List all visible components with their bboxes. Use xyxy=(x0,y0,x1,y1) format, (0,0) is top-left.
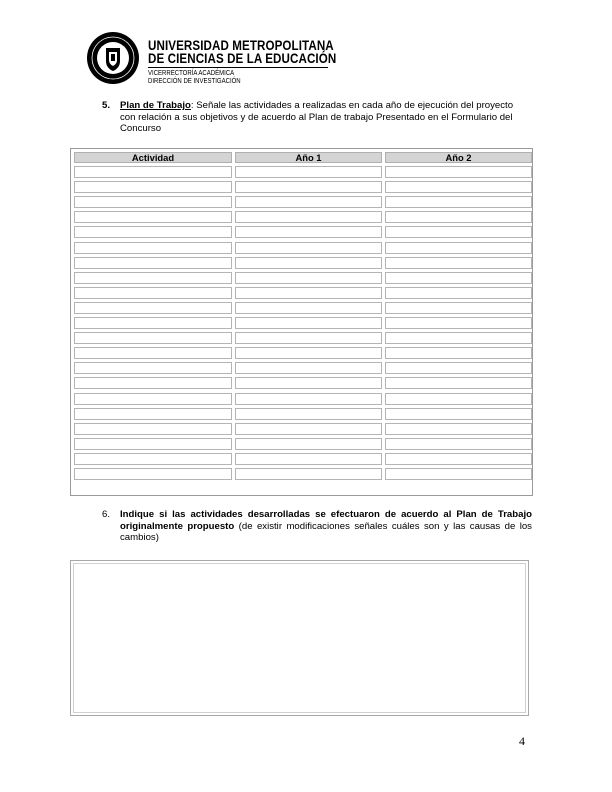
table-cell-activity[interactable] xyxy=(74,272,232,284)
table-cell-year-1[interactable] xyxy=(235,287,382,299)
section-6-text xyxy=(120,509,532,544)
column-header-activity: Actividad xyxy=(74,152,232,163)
table-cell-year-1[interactable] xyxy=(235,393,382,405)
section-5-number: 5. xyxy=(102,100,111,111)
table-cell-year-1[interactable] xyxy=(235,438,382,450)
table-cell-year-2[interactable] xyxy=(385,468,532,480)
table-cell-year-1[interactable] xyxy=(235,347,382,359)
section-6-body: (de existir modificaciones señales cuáles son y las causas de los cambios) xyxy=(120,520,532,543)
table-cell-year-1[interactable] xyxy=(235,468,382,480)
table-cell-activity[interactable] xyxy=(74,408,232,420)
table-cell-year-2[interactable] xyxy=(385,438,532,450)
table-cell-year-2[interactable] xyxy=(385,181,532,193)
letterhead xyxy=(86,31,337,91)
header-rule xyxy=(148,67,328,68)
table-cell-year-1[interactable] xyxy=(235,242,382,254)
table-cell-year-2[interactable] xyxy=(385,196,532,208)
table-cell-activity[interactable] xyxy=(74,181,232,193)
table-cell-year-1[interactable] xyxy=(235,408,382,420)
table-cell-year-1[interactable] xyxy=(235,317,382,329)
university-seal-icon xyxy=(86,31,140,85)
table-cell-year-1[interactable] xyxy=(235,302,382,314)
table-cell-activity[interactable] xyxy=(74,287,232,299)
table-cell-year-1[interactable] xyxy=(235,332,382,344)
table-cell-activity[interactable] xyxy=(74,196,232,208)
table-cell-activity[interactable] xyxy=(74,438,232,450)
table-cell-year-1[interactable] xyxy=(235,257,382,269)
table-cell-year-2[interactable] xyxy=(385,257,532,269)
table-cell-year-1[interactable] xyxy=(235,226,382,238)
table-cell-activity[interactable] xyxy=(74,242,232,254)
table-cell-activity[interactable] xyxy=(74,362,232,374)
section-5-title: Plan de Trabajo xyxy=(120,100,191,111)
table-cell-year-2[interactable] xyxy=(385,453,532,465)
table-cell-activity[interactable] xyxy=(74,166,232,178)
table-cell-year-2[interactable] xyxy=(385,242,532,254)
table-cell-year-2[interactable] xyxy=(385,393,532,405)
table-cell-activity[interactable] xyxy=(74,257,232,269)
table-cell-year-2[interactable] xyxy=(385,377,532,389)
table-cell-year-2[interactable] xyxy=(385,272,532,284)
table-cell-activity[interactable] xyxy=(74,332,232,344)
table-cell-activity[interactable] xyxy=(74,393,232,405)
university-name: UNIVERSIDAD METROPOLITANA DE CIENCIAS DE LA EDUCACIÓN xyxy=(148,38,337,66)
table-cell-year-1[interactable] xyxy=(235,377,382,389)
header-subtitle: VICERRECTORÍA ACADÉMICA DIRECCIÓN DE INVESTIGACIÓN xyxy=(148,70,241,85)
table-cell-year-2[interactable] xyxy=(385,332,532,344)
section-5-text xyxy=(120,100,520,135)
changes-answer-box[interactable] xyxy=(70,560,529,716)
table-cell-year-2[interactable] xyxy=(385,287,532,299)
changes-answer-box-inner xyxy=(73,563,526,713)
section-5-body: : Señale las actividades a realizadas en cada año de ejecución del proyecto con relación a sus objetivos y de acuerdo al Plan de trabajo Presentado en el Formulario del Concurso xyxy=(120,100,514,134)
table-cell-year-1[interactable] xyxy=(235,166,382,178)
table-cell-year-1[interactable] xyxy=(235,211,382,223)
table-cell-year-2[interactable] xyxy=(385,408,532,420)
table-cell-year-1[interactable] xyxy=(235,196,382,208)
column-header-year-2: Año 2 xyxy=(385,152,532,163)
table-cell-year-2[interactable] xyxy=(385,347,532,359)
table-cell-activity[interactable] xyxy=(74,317,232,329)
table-cell-year-1[interactable] xyxy=(235,362,382,374)
table-cell-activity[interactable] xyxy=(74,347,232,359)
table-cell-activity[interactable] xyxy=(74,302,232,314)
table-cell-activity[interactable] xyxy=(74,211,232,223)
page-number: 4 xyxy=(519,734,525,748)
table-cell-year-2[interactable] xyxy=(385,166,532,178)
table-cell-year-2[interactable] xyxy=(385,317,532,329)
table-cell-year-2[interactable] xyxy=(385,226,532,238)
table-cell-activity[interactable] xyxy=(74,226,232,238)
table-cell-year-1[interactable] xyxy=(235,181,382,193)
table-cell-year-1[interactable] xyxy=(235,423,382,435)
table-cell-activity[interactable] xyxy=(74,377,232,389)
section-6-title: Indique si las actividades desarrolladas se efectuaron de acuerdo al Plan de Trabajo originalmente propuesto xyxy=(120,509,532,532)
table-cell-activity[interactable] xyxy=(74,423,232,435)
table-cell-activity[interactable] xyxy=(74,468,232,480)
table-cell-year-2[interactable] xyxy=(385,362,532,374)
table-cell-year-1[interactable] xyxy=(235,272,382,284)
column-header-year-1: Año 1 xyxy=(235,152,382,163)
section-6-number: 6. xyxy=(102,509,111,520)
table-cell-activity[interactable] xyxy=(74,453,232,465)
table-cell-year-2[interactable] xyxy=(385,302,532,314)
table-cell-year-2[interactable] xyxy=(385,211,532,223)
table-cell-year-1[interactable] xyxy=(235,453,382,465)
table-cell-year-2[interactable] xyxy=(385,423,532,435)
work-plan-table xyxy=(70,148,533,496)
